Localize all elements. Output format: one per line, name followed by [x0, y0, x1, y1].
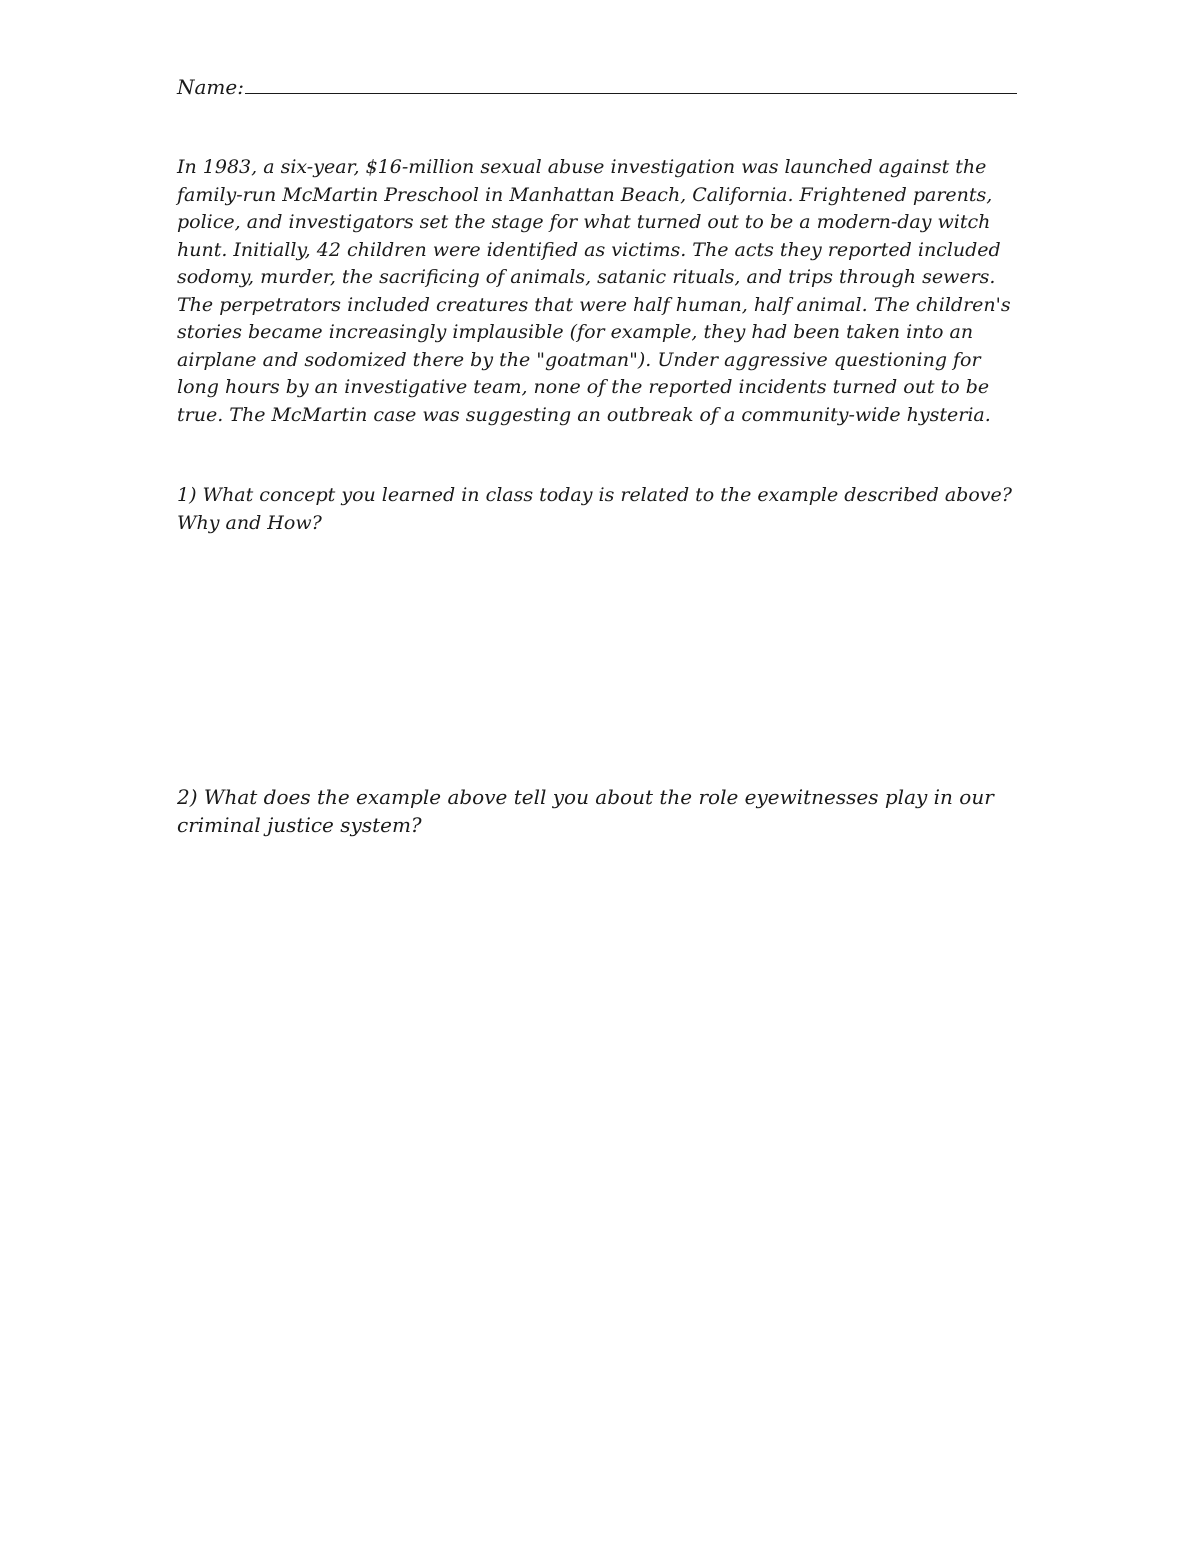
passage-line: airplane and sodomized there by the "goatman"). Under aggressive questioning for: [177, 348, 981, 371]
passage-line: long hours by an investigative team, none of the reported incidents turned out to be: [177, 376, 990, 398]
passage-line: sodomy, murder, the sacrificing of animals, satanic rituals, and trips through sewers.: [177, 266, 996, 288]
question-1-line: Why and How?: [177, 511, 322, 534]
passage-line: stories became increasingly implausible (for example, they had been taken into an: [177, 321, 974, 343]
passage-line: In 1983, a six-year, $16-million sexual abuse investigation was launched against the: [177, 156, 987, 178]
name-blank-line[interactable]: [245, 73, 1017, 94]
question-1: [177, 482, 1017, 537]
question-2-line: criminal justice system?: [177, 812, 422, 837]
question-1-line: 1) What concept you learned in class today is related to the example described above?: [177, 484, 1012, 506]
question-2-line: 2) What does the example above tell you about the role eyewitnesses play in our: [177, 785, 994, 809]
question-2: [177, 784, 1017, 839]
passage-line: family-run McMartin Preschool in Manhattan Beach, California. Frightened parents,: [177, 183, 993, 206]
passage-line: police, and investigators set the stage for what turned out to be a modern-day witch: [177, 211, 991, 233]
name-field-row: [177, 73, 1017, 101]
case-passage: [177, 154, 1017, 429]
passage-line: hunt. Initially, 42 children were identified as victims. The acts they reported included: [177, 238, 1001, 261]
name-label: Name:: [177, 75, 244, 99]
passage-line: true. The McMartin case was suggesting an outbreak of a community-wide hysteria.: [177, 403, 991, 426]
passage-line: The perpetrators included creatures that were half human, half animal. The children's: [177, 293, 1011, 316]
